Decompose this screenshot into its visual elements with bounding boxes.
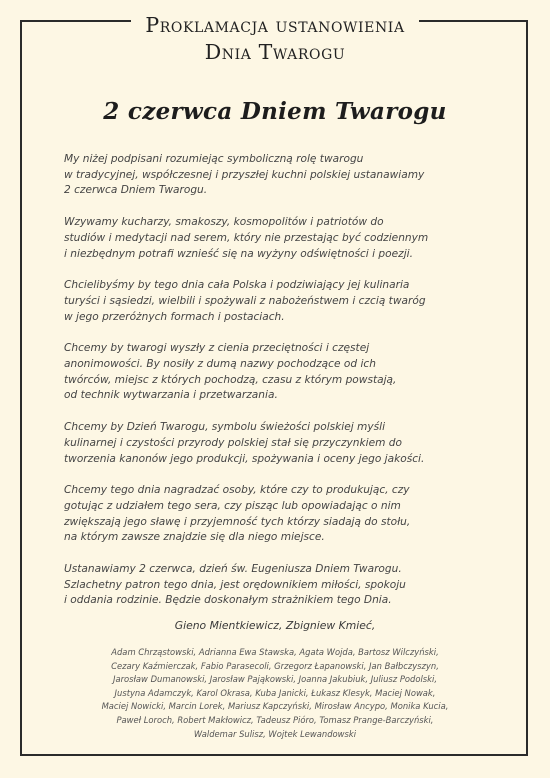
signatories-list: Adam Chrząstowski, Adrianna Ewa Stawska, Agata Wojda, Bartosz Wilczyński, Cezary Kaźmierczak, Fabio Parasecoli, Grzegorz Łapanowski, Jan Bałbczyszyn, Jarosław Dumanowski, Jarosław Pająkowski, Joanna Jakubiuk, Juliusz Podolski, Justyna Adamczyk, Karol Okrasa, Kuba Janicki, Łukasz Klesyk, Maciej Nowak, Maciej Nowicki, Marcin Lorek, Mariusz Kapczyński, Mirosław Ancypo, Monika Kucia, Paweł Loroch, Robert Makłowicz, Tadeusz Pióro, Tomasz Prange-Barczyński, Waldemar Sulisz, Wojtek Lewandowski <box>101 647 449 739</box>
paragraph-2: Wzywamy kucharzy, smakoszy, kosmopolitów i patriotów do studiów i medytacji nad serem, który nie przestając być codziennym i niezbędnym potrafi wznieść się na wyżyny odświętności i poezji. <box>64 216 429 260</box>
heading-line-2: Dnia Twarogu <box>204 40 346 64</box>
proclamation-body <box>64 152 488 625</box>
heading-text <box>131 12 418 66</box>
paragraph-4: Chcemy by twarogi wyszły z cienia przeciętności i częstej anonimowości. By nosiły z dumą nazwy pochodzące od ich twórców, miejsc z których pochodzą, czasu z którym powstają, od technik wytwarzania i przetwarzania. <box>64 342 397 402</box>
primary-signatories: Gieno Mientkiewicz, Zbigniew Kmieć, <box>174 619 376 632</box>
paragraph-7: Ustanawiamy 2 czerwca, dzień św. Eugeniusza Dniem Twarogu. Szlachetny patron tego dnia, jest orędownikiem miłości, spokoju i oddania rodzinie. Będzie doskonałym strażnikiem tego Dnia. <box>64 563 406 607</box>
paragraph-5: Chcemy by Dzień Twarogu, symbolu świeżości polskiej myśli kulinarnej i czystości przyrody polskiej stał się przyczynkiem do tworzenia kanonów jego produkcji, spożywania i oceny jego jakości. <box>64 421 425 465</box>
paragraph-1: My niżej podpisani rozumiejąc symboliczną rolę twarogu w tradycyjnej, współczesnej i przyszłej kuchni polskiej ustanawiamy 2 czerwca Dniem Twarogu. <box>64 153 425 197</box>
heading-line-1: Proklamacja ustanowienia <box>145 13 405 37</box>
paragraph-6: Chcemy tego dnia nagradzać osoby, które czy to produkując, czy gotując z udziałem tego sera, czy pisząc lub opowiadając o nim zwiększają jego sławę i przyjemność tych którzy siadają do stołu, na którym zawsze znajdzie się dla niego miejsce. <box>64 484 411 544</box>
proclamation-heading <box>0 12 550 66</box>
subtitle: 2 czerwca Dniem Twarogu <box>103 98 447 125</box>
paragraph-3: Chcielibyśmy by tego dnia cała Polska i podziwiający jej kulinaria turyści i sąsiedzi, wielbili i spożywali z nabożeństwem i czcią twaróg w jego przeróżnych formach i postaciach. <box>64 279 426 323</box>
